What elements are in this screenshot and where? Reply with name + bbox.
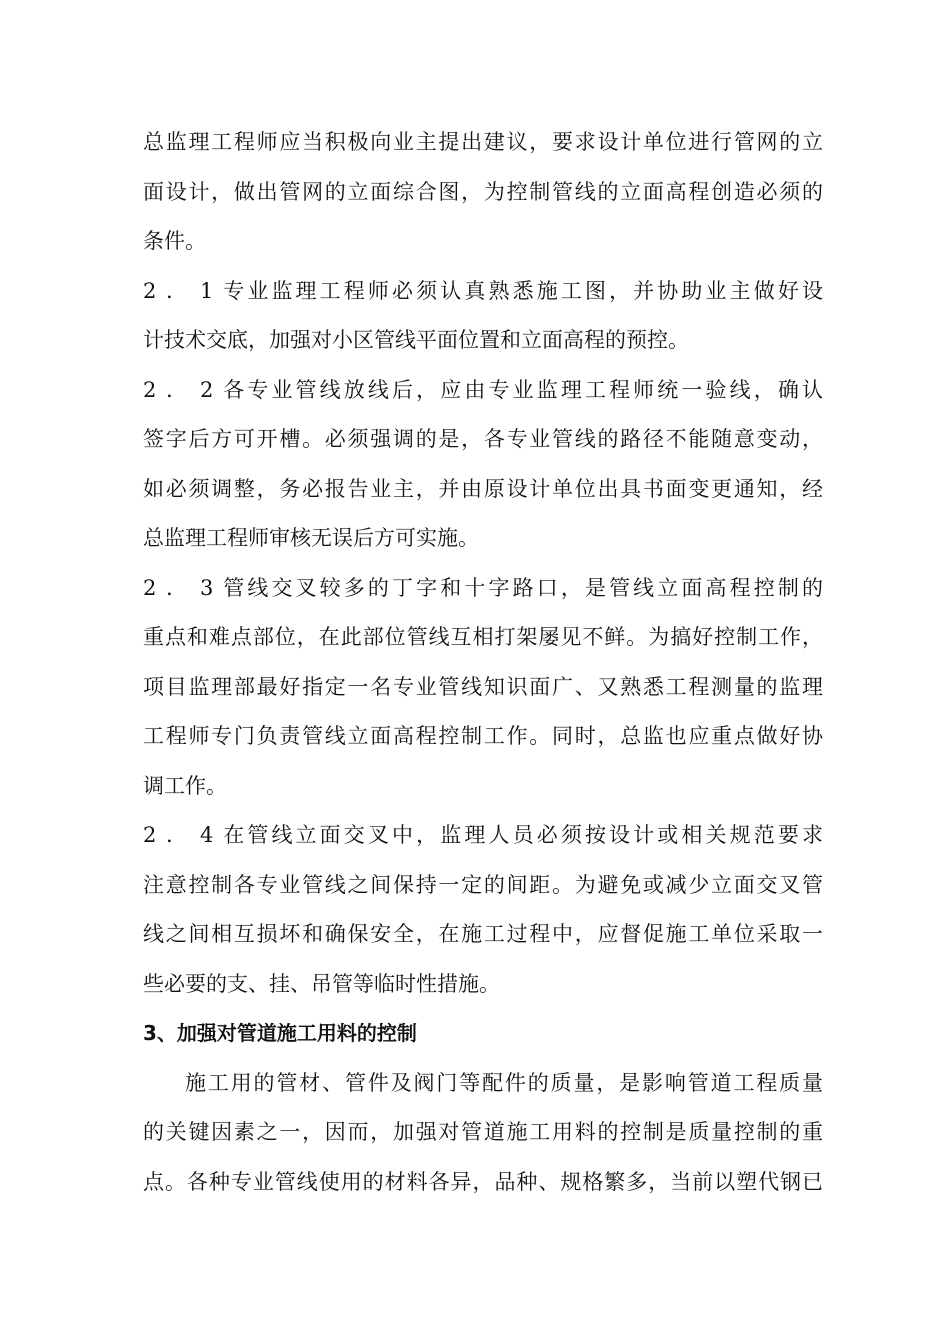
paragraph-line: 工程师专门负责管线立面高程控制工作。同时，总监也应重点做好协: [143, 724, 823, 748]
paragraph-line: 总监理工程师应当积极向业主提出建议，要求设计单位进行管网的立: [143, 130, 823, 154]
paragraph-line: 项目监理部最好指定一名专业管线知识面广、又熟悉工程测量的监理: [143, 674, 823, 699]
paragraph-line: 面设计，做出管网的立面综合图，为控制管线的立面高程创造必须的: [143, 179, 823, 204]
paragraph-line: 计技术交底，加强对小区管线平面位置和立面高程的预控。: [143, 328, 689, 352]
paragraph-line: 点。各种专业管线使用的材料各异，品种、规格繁多，当前以塑代钢已: [143, 1169, 823, 1194]
paragraph-line: 些必要的支、挂、吊管等临时性措施。: [143, 971, 500, 996]
paragraph-line: 条件。: [143, 229, 206, 253]
paragraph-line: 签字后方可开槽。必须强调的是，各专业管线的路径不能随意变动，: [143, 427, 823, 451]
paragraph-line: 2 ． 3 管线交叉较多的丁字和十字路口，是管线立面高程控制的: [143, 575, 823, 600]
paragraph-line: 线之间相互损坏和确保安全，在施工过程中，应督促施工单位采取一: [143, 922, 823, 946]
paragraph-line: 施工用的管材、管件及阀门等配件的质量，是影响管道工程质量: [185, 1070, 823, 1095]
paragraph-line: 重点和难点部位，在此部位管线互相打架屡见不鲜。为搞好控制工作，: [143, 625, 823, 649]
paragraph-line: 如必须调整，务必报告业主，并由原设计单位出具书面变更通知，经: [143, 476, 823, 501]
document-body: [143, 118, 823, 1207]
paragraph-line: 2 ． 2 各专业管线放线后，应由专业监理工程师统一验线，确认: [143, 377, 823, 402]
paragraph-line: 2 ． 4 在管线立面交叉中，监理人员必须按设计或相关规范要求: [143, 823, 823, 847]
paragraph-line: 2 ． 1 专业监理工程师必须认真熟悉施工图，并协助业主做好设: [143, 278, 823, 303]
paragraph-line: 调工作。: [143, 773, 227, 798]
paragraph-line: 注意控制各专业管线之间保持一定的间距。为避免或减少立面交叉管: [143, 872, 823, 897]
paragraph-line: 的关键因素之一，因而，加强对管道施工用料的控制是质量控制的重: [143, 1120, 823, 1144]
paragraph-line: 总监理工程师审核无误后方可实施。: [143, 526, 479, 550]
section-heading: 3、加强对管道施工用料的控制: [143, 1021, 417, 1045]
